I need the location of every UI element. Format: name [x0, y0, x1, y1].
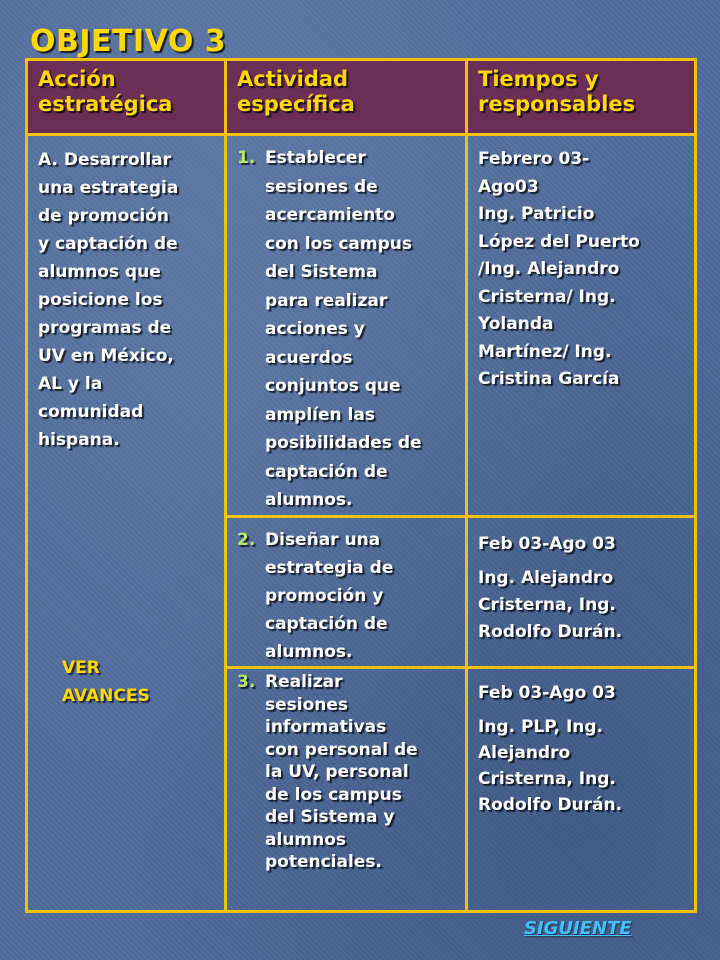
responsible-text-1: Febrero 03- Ago03 Ing. Patricio López del Puerto /Ing. Alejandro Cristerna/ Ing. Yolanda Martínez/ Ing. Cristina García	[478, 149, 640, 389]
objective-table	[25, 58, 697, 913]
ver-avances-link[interactable]: VER AVANCES	[62, 658, 150, 706]
activity-number-1: 1.	[237, 148, 256, 168]
responsible-text-2: Ing. Alejandro Cristerna, Ing. Rodolfo Durán.	[478, 568, 623, 642]
responsible-date-3: Feb 03-Ago 03	[478, 683, 616, 703]
activity-cell-2	[226, 517, 467, 668]
action-text: A. Desarrollar una estrategia de promoción y captación de alumnos que posicione los programas de UV en México, AL y la comunidad hispana.	[38, 150, 179, 450]
header-actividad-especifica: Actividad específica	[226, 60, 467, 135]
responsible-cell-2	[467, 517, 696, 668]
header-tiempos-responsables: Tiempos y responsables	[467, 60, 696, 135]
activity-cell-1	[226, 135, 467, 517]
header-accion-estrategica: Acción estratégica	[27, 60, 226, 135]
responsible-cell-1	[467, 135, 696, 517]
activity-number-2: 2.	[237, 530, 256, 550]
activity-number-3: 3.	[237, 672, 256, 692]
responsible-date-2: Feb 03-Ago 03	[478, 534, 616, 554]
table-header-row	[27, 60, 696, 135]
responsible-text-3: Ing. PLP, Ing. Alejandro Cristerna, Ing. Rodolfo Durán.	[478, 717, 623, 815]
activity-text-3: Realizar sesiones informativas con personal de la UV, personal de los campus del Sistema y alumnos potenciales.	[265, 672, 418, 872]
activity-cell-3	[226, 668, 467, 912]
responsible-cell-3	[467, 668, 696, 912]
activity-text-2: Diseñar una estrategia de promoción y captación de alumnos.	[265, 530, 394, 662]
slide-title: OBJETIVO 3	[30, 24, 227, 59]
action-cell	[27, 135, 226, 912]
activity-text-1: Establecer sesiones de acercamiento con los campus del Sistema para realizar acciones y acuerdos conjuntos que amplíen las posibilidades de captación de alumnos.	[265, 148, 422, 510]
siguiente-link[interactable]: SIGUIENTE	[524, 918, 632, 939]
table-row	[27, 135, 696, 517]
